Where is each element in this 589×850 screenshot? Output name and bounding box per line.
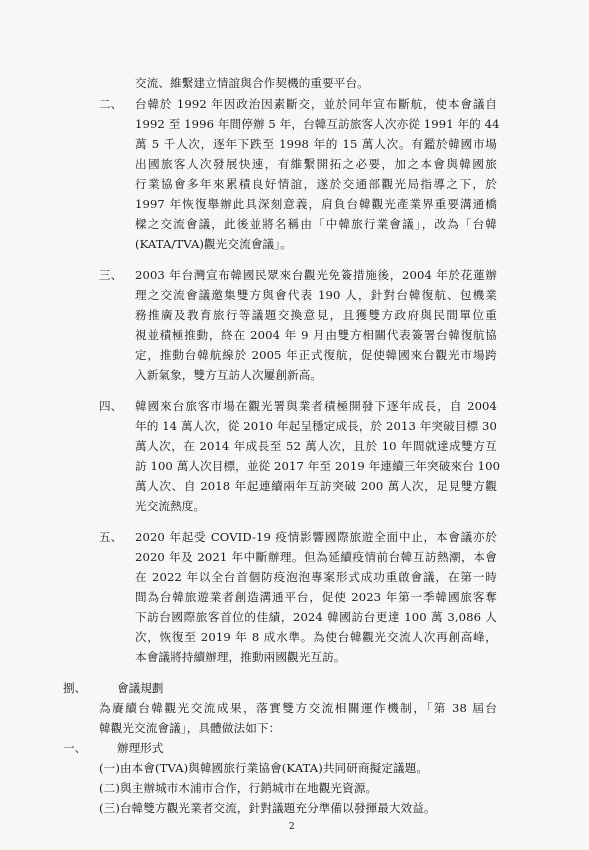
section-intro-line: 韓觀光交流會議」，具體做法如下： [99,721,281,735]
item-line: 2020 年及 2021 年中斷辦理。但為延續疫情前台韓互訪熱潮，本會 [135,550,497,564]
item-line: 1992 至 1996 年間停辦 5 年，台韓互訪旅客人次亦從 1991 年的 44 [135,117,500,131]
item-line: 行業協會多年來累積良好情誼，遂於交通部觀光局指導之下，於 [135,177,497,191]
subsection-number: 一、 [63,741,87,755]
item-line: 年的 14 萬人次，從 2010 年起呈穩定成長，於 2013 年突破目標 30 [135,419,497,433]
item-line: 入新氣象，雙方互訪人次屢創新高。 [135,368,323,382]
section-intro-line: 為賡續台韓觀光交流成果，落實雙方交流相關運作機制，「第 38 屆台 [99,701,497,715]
item-line: 務推廣及教育旅行等議題交換意見，且獲雙方政府與民間單位重 [135,308,497,322]
item-line: 2003 年台灣宣布韓國民眾來台觀光免簽措施後，2004 年於花蓮辦 [135,268,497,282]
item-line: 韓國來台旅客市場在觀光署與業者積極開發下逐年成長，自 2004 [135,399,497,413]
section-number: 捌、 [63,681,87,695]
item-line: 萬人次，在 2014 年成長至 52 萬人次，且於 10 年間就達成雙方互 [135,439,497,453]
item-line: (KATA/TVA)觀光交流會議」。 [135,237,292,251]
item-line: 理之交流會議邀集雙方與會代表 190 人，針對台韓復航、包機業 [135,288,497,302]
item-number: 四、 [99,399,123,413]
item-line: 定，推動台韓航線於 2005 年正式復航，促使韓國來台觀光市場跨 [135,348,497,362]
item-number: 二、 [99,97,123,111]
subsection-point: (三)台韓雙方觀光業者交流，針對議題充分準備以發揮最大效益。 [99,801,436,815]
subsection-point: (二)與主辦城市木浦市合作，行銷城市在地觀光資源。 [99,781,378,795]
item-line: 台韓於 1992 年因政治因素斷交，並於同年宣布斷航，使本會議自 [135,97,497,111]
section-title: 會議規劃 [117,681,164,695]
item-line: 萬 5 千人次，逐年下跌至 1998 年的 15 萬人次。有鑑於韓國市場 [135,137,497,151]
item-number: 五、 [99,530,123,544]
item-line: 訪 100 萬人次目標，並從 2017 年至 2019 年連續三年突破來台 100 [135,459,501,473]
item-line: 間為台韓旅遊業者創造溝通平台，促使 2023 年第一季韓國旅客奪 [135,590,497,604]
item-line: 下訪台國際旅客首位的佳績，2024 韓國訪台更達 100 萬 3,086 人 [135,610,497,624]
item-number: 三、 [99,268,123,282]
subsection-point: (一)由本會(TVA)與韓國旅行業協會(KATA)共同研商擬定議題。 [99,761,429,775]
item-line: 在 2022 年以全台首個防疫泡泡專案形式成功重啟會議，在第一時 [135,570,497,584]
item-line: 出國旅客人次發展快速，有維繫開拓之必要，加之本會與韓國旅 [135,157,497,171]
item-line: 1997 年恢復舉辦此具深刻意義，肩負台韓觀光產業界重要溝通橋 [135,197,497,211]
page-number: 2 [289,822,295,832]
item-line: 樑之交流會議，此後並將名稱由「中韓旅行業會議」，改為「台韓 [135,217,497,231]
item-line: 萬人次、自 2018 年起連續兩年互訪突破 200 萬人次，足見雙方觀 [135,479,497,493]
item-line: 2020 年起受 COVID-19 疫情影響國際旅遊全面中止，本會議亦於 [135,530,497,544]
item-line: 次，恢復至 2019 年 8 成水準。為使台韓觀光交流人次再創高峰， [135,630,497,644]
item-line: 視並積極推動，終在 2004 年 9 月由雙方相關代表簽署台韓復航協 [135,328,497,342]
subsection-title: 辦理形式 [117,741,164,755]
item-line: 光交流熱度。 [135,499,206,513]
item-line: 本會議將持續辦理，推動兩國觀光互訪。 [135,650,346,664]
continuation-line: 交流、維繫建立情誼與合作契機的重要平台。 [135,76,369,90]
